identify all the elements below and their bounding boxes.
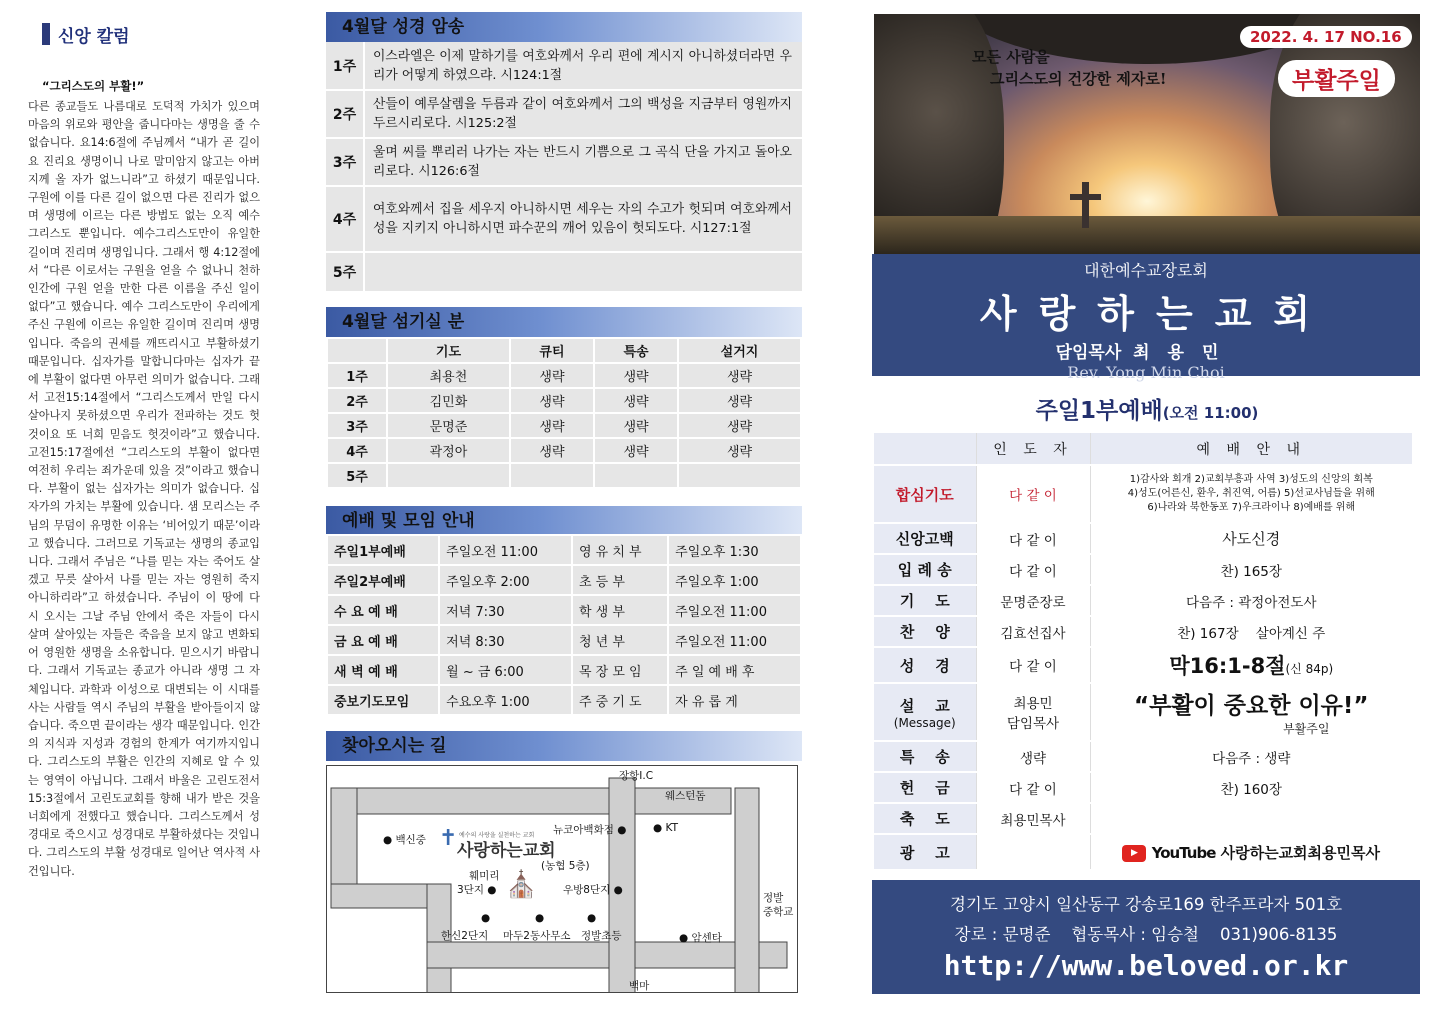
meeting-time: 주일오전 11:00 [439,535,572,565]
order-leader: 다 같 이 [976,465,1090,523]
meeting-name: 중보기도모임 [327,685,439,715]
order-item: 합심기도 [874,465,976,523]
slogan-line: 모든 사람을 [972,48,1050,66]
article-body: 다른 종교들도 나름대로 도덕적 가치가 있으며 마음의 위로와 평안을 줍니다마는 생명을 줄 수 없습니다. 요14:6절에 주님께서 “내가 곧 길이요 진리요 생명이니 나로 말미암지 않고는 아버지께 올 자가 없느니라”고 하셨기 때문입니다. 구원에 이를 다른 길이 없으면 다른 진리가 없으며 생명에 이르는 다른 방법도 없는 오직 예수 그리스도 뿐입니다. 예수그리스도만이 유일한 길이며 진리며 생명입니다. 그래서 행 4:12절에서 “다른 이로서는 구원을 얻을 수 없나니 천하 인간에 구원 얻을 만한 다른 이름을 주신 일이 없다”고 했습니다. 예수 그리스도만이 우리에게 주신 구원에 이르는 유일한 길이며 진리며 생명입니다. 죽음의 권세를 깨뜨리시고 부활하셨기 때문입니다. 십자가를 말합니다마는 십자가 끝에 부활이 없다면 아무런 의미가 없습니다. 그래서 고전15:14절에서 “그리스도께서 만일 다시 살아나지 못하셨으면 우리가 전파하는 것도 헛것이요 또 너희 믿음도 헛것이라”고 했습니다. 고전15:17절에선 “그리스도의 부활이 없다면 여전히 우리는 죄가운데 있을 것”이라고 했습니다. 부활이 없는 십자가는 의미가 없습니다. 십자가의 가치는 부활에 있습니다. 샘 모리스는 주님의 무덤이 유명한 이유는 ‘비어있기 때문’이라고 했습니다. 그러므로 기독교는 생명의 종교입니다. 그래서 주님은 “나를 믿는 자는 죽어도 살겠고 무릇 살아서 나를 믿는 자는 영원히 죽지 아니하리라”고 하셨습니다. 주님이 이 땅에 다시 오시는 그날 주님 안에서 죽은 자들이 다시 살며 살아있는 자들은 죽음을 보지 않고 변화되어 영원한 생명을 소유합니다. 믿으시기 바랍니다. 그래서 기독교는 종교가 아니라 생명 그 자체입니다. 과학과 이성으로 대변되는 이 시대를 사는 사람들 역시 주님의 부활을 받아들이지 않습니다. 죽으면 끝이라는 생각 때문입니다. 인간의 지식과 지성과 경험의 한계가 여기까지입니다. 그리스도의 부활은 인간의 지혜로 알 수 있는 영역이 아닙니다. 그래서 바울은 고린도전서 15:3절에서 고린도교회를 향해 내가 받은 것을 너희에게 전했다고 했습니다. 그리스도께서 성경대로 죽으시고 성경대로 부활하셨다는 것입니다. 그리스도의 부활 성경대로 일어난 역사적 사건입니다. [28,100,260,878]
church-website-link[interactable]: http://www.beloved.or.kr [943,949,1349,982]
slogan-line: 그리스도의 건강한 제자로! [990,70,1167,88]
church-contact: 장로 : 문명준 협동목사 : 임승철 031)906-8135 [954,925,1338,944]
denomination: 대한예수교장로회 [1084,261,1208,280]
church-address: 경기도 고양시 일산동구 강송로169 한주프라자 501호 [949,895,1343,914]
meeting-name: 학 생 부 [572,595,668,625]
map-label: 3단지 ● [457,884,497,896]
table-cell: 생략 [510,388,594,413]
table-cell [510,463,594,488]
column-marker-icon [42,23,50,45]
memory-verse-title: 4월달 성경 암송 [342,17,465,37]
table-row [327,565,801,595]
youtube-brand: YouTube [1151,843,1216,862]
order-item: 찬 양 [874,616,976,647]
week-label: 1주 [326,42,364,90]
table-cell: 생략 [510,413,594,438]
table-row [874,741,1412,772]
week-label: 4주 [327,438,387,463]
table-row [327,463,801,488]
table-row [327,655,801,685]
map-pin-icon: ● [481,912,491,924]
week-label: 1주 [327,363,387,388]
table-row [874,647,1412,683]
table-row [327,388,801,413]
meeting-name: 초 등 부 [572,565,668,595]
column-header [42,20,260,48]
week-label: 2주 [326,90,364,138]
table-cell: 생략 [594,388,678,413]
table-cell: 생략 [678,388,801,413]
prayer-topics: 1)감사와 회개 2)교회부흥과 사역 3)성도의 신앙의 회복 4)성도(어른신, 환우, 취진역, 어름) 5)선교사님들을 위해 6)나라와 북한동포 7)우크라이나 8)예배를 위해 [1090,465,1412,523]
road-bottom [427,942,787,968]
table-row [327,685,801,715]
meeting-name: 새 벽 예 배 [327,655,439,685]
table-cell [678,463,801,488]
table-row [874,772,1412,803]
verse-text [364,252,802,292]
map-roads [327,766,798,993]
meeting-time: 주일오전 11:00 [668,595,801,625]
map-label: 우방8단지 ● [563,884,623,896]
table-cell [387,463,510,488]
memory-verse-header [326,12,802,42]
meeting-time: 주 일 예 배 후 [668,655,801,685]
meeting-time: 주일오후 1:30 [668,535,801,565]
order-leader: 문명준장로 [976,585,1090,616]
church-name: 사랑하는교회 [979,292,1333,336]
meeting-name: 청 년 부 [572,625,668,655]
verse-text: 이스라엘은 이제 말하기를 여호와께서 우리 편에 계시지 아니하셨더라면 우리가 어떻게 하였으랴. 시124:1절 [364,42,802,90]
serve-col-qt: 큐티 [510,338,594,363]
serve-table [326,337,802,489]
order-item: 특 송 [874,741,976,772]
issue-date: 2022. 4. 17 NO.16 [1240,26,1412,48]
order-content: 찬) 160장 [1090,772,1412,803]
table-cell: 생략 [594,413,678,438]
table-row [327,363,801,388]
order-item-sub: (Message) [893,715,956,730]
order-content: 찬) 167장 살아계신 주 [1090,616,1412,647]
table-row [327,595,801,625]
map-label: 중학교 [763,906,794,918]
service-order-table [874,433,1412,871]
table-row [874,523,1412,554]
table-row [326,42,802,90]
order-item: 기 도 [874,585,976,616]
week-label: 5주 [326,252,364,292]
table-row [327,535,801,565]
meeting-time: 자 유 롭 게 [668,685,801,715]
table-header-row [874,433,1412,465]
table-row [327,413,801,438]
service-name: 주일1부예배 [1035,398,1163,424]
meetings-table [326,534,802,716]
table-row [874,683,1412,741]
order-leader: 다 같 이 [976,554,1090,585]
table-row [874,465,1412,523]
order-leader: 최용민목사 [976,803,1090,834]
sermon-sub: 부활주일 [1283,722,1330,736]
meeting-name: 주 중 기 도 [572,685,668,715]
order-content: 찬) 165장 [1090,554,1412,585]
order-item: 광 고 [874,834,976,870]
map-label: 한신2단지 [441,930,489,942]
meeting-time: 월 ~ 금 6:00 [439,655,572,685]
map-label: 정발초등 [581,930,622,942]
table-row [874,585,1412,616]
map-label: ● KT [653,822,678,834]
youtube-icon: ▶ [1122,845,1146,862]
leader-header: 인 도 자 [976,433,1090,465]
table-cell: 곽정아 [387,438,510,463]
week-label: 3주 [326,138,364,186]
column-title: 신앙 칼럼 [58,26,130,47]
scripture-page: (신 84p) [1285,662,1334,676]
verse-text: 울며 씨를 뿌리러 나가는 자는 반드시 기쁨으로 그 곡식 단을 가지고 돌아오리로다. 시126:6절 [364,138,802,186]
order-leader-sub: 담임목사 [1006,716,1060,732]
church-map-logo-icon: ✝ [439,826,458,851]
table-cell: 생략 [594,363,678,388]
meetings-title: 예배 및 모임 안내 [342,511,475,531]
church-map-caption: 예수의 사랑을 실천하는 교회 [459,832,535,839]
table-row [326,138,802,186]
map-label: 마두2동사무소 [503,930,571,942]
faith-column [28,20,260,995]
serve-col-prayer: 기도 [387,338,510,363]
verse-text: 여호와께서 집을 세우지 아니하시면 세우는 자의 수고가 헛되며 여호와께서 성을 지키지 아니하시면 파수꾼의 깨어 있음이 헛되도다. 시127:1절 [364,186,802,252]
article-title: “그리스도의 부활!” [42,79,145,93]
church-footer [872,880,1420,994]
meeting-time: 수요오후 1:00 [439,685,572,715]
serve-header [326,307,802,337]
table-row [874,803,1412,834]
week-label: 2주 [327,388,387,413]
table-row [326,186,802,252]
table-row [327,438,801,463]
order-content: 사도신경 [1090,523,1412,554]
table-row [327,625,801,655]
map-label: 정발 [763,892,784,904]
table-header-blank [874,433,976,465]
pastor-label: 담임목사 [1055,343,1122,363]
week-label: 3주 [327,413,387,438]
ground [874,216,1420,254]
table-row [874,616,1412,647]
map-label: 뉴코아백화점 ● [553,824,627,836]
table-cell: 생략 [510,363,594,388]
table-cell: 생략 [678,413,801,438]
verse-text: 산들이 예루살렘을 두름과 같이 여호와께서 그의 백성을 지금부터 영원까지 두르시리로다. 시125:2절 [364,90,802,138]
meeting-time: 주일오후 2:00 [439,565,572,595]
church-map-name: 사랑하는교회 [457,841,556,861]
youtube-link[interactable] [1090,834,1412,870]
order-leader-cell [976,683,1090,741]
directions-header [326,731,802,761]
road-right [735,788,759,993]
slogan [972,46,1166,90]
directions-title: 찾아오시는 길 [342,736,447,756]
map-label: 장항I.C [619,770,654,782]
map-pin-icon: ● [535,912,545,924]
meeting-time: 저녁 7:30 [439,595,572,625]
table-row [874,834,1412,870]
table-cell: 최용천 [387,363,510,388]
table-cell: 생략 [510,438,594,463]
meetings-header [326,506,802,536]
scripture-cell [1090,647,1412,683]
location-map [326,765,798,993]
table-cell: 김민화 [387,388,510,413]
serve-col-week [327,338,387,363]
order-content [1090,803,1412,834]
church-banner [872,254,1420,382]
order-leader: 생략 [976,741,1090,772]
meeting-time: 주일오전 11:00 [668,625,801,655]
meeting-name: 수 요 예 배 [327,595,439,625]
table-cell: 생략 [678,438,801,463]
order-item: 성 경 [874,647,976,683]
map-label: 웨스턴돔 [665,790,706,802]
table-cell [594,463,678,488]
meeting-name: 목 장 모 임 [572,655,668,685]
order-leader: 김효선집사 [976,616,1090,647]
youtube-channel: 사랑하는교회최용민목사 [1220,843,1381,862]
pastor-name: 최용민 [1133,343,1237,363]
table-cell: 생략 [594,438,678,463]
cross-icon [1070,194,1101,200]
week-label: 5주 [327,463,387,488]
serve-title: 4월달 섬기실 분 [342,312,465,332]
meeting-time: 저녁 8:30 [439,625,572,655]
order-item: 헌 금 [874,772,976,803]
table-row [326,252,802,292]
church-building-icon: ⛪ [505,870,538,900]
order-item: 신앙고백 [874,523,976,554]
map-label: (농협 5층) [541,860,590,872]
meeting-name: 금 요 예 배 [327,625,439,655]
table-header-row [327,338,801,363]
service-title [874,392,1420,425]
easter-badge: 부활주일 [1278,60,1395,97]
order-leader: 다 같 이 [976,647,1090,683]
order-leader: 최용민 [1013,696,1053,712]
table-cell: 문명준 [387,413,510,438]
order-leader: 다 같 이 [976,523,1090,554]
serve-col-dishes: 설거지 [678,338,801,363]
order-item: 축 도 [874,803,976,834]
pastor-english-name: Rev. Yong Min Choi [1067,363,1225,382]
table-row [326,90,802,138]
order-content: 다음주 : 곽정아전도사 [1090,585,1412,616]
meeting-time: 주일오후 1:00 [668,565,801,595]
content-header: 예 배 안 내 [1090,433,1412,465]
easter-hero-image [874,14,1420,254]
sermon-cell [1090,683,1412,741]
order-item: 설 교 [899,696,950,715]
map-pin-icon: ● [587,912,597,924]
week-label: 4주 [326,186,364,252]
meeting-name: 영 유 치 부 [572,535,668,565]
order-leader: 다 같 이 [976,772,1090,803]
serve-col-special-song: 특송 [594,338,678,363]
memory-verse-table [326,42,802,293]
map-label: ● 백신중 [383,834,426,846]
sermon-title: “부활이 중요한 이유!” [1134,693,1369,719]
cross-icon [1082,182,1089,228]
service-time: (오전 11:00) [1162,404,1259,422]
order-content: 다음주 : 생략 [1090,741,1412,772]
scripture-reference: 막16:1-8절 [1169,654,1286,678]
map-label: 백마 [629,980,650,992]
table-cell: 생략 [678,363,801,388]
map-label: 훼미리 [469,870,500,882]
order-item-cell [874,683,976,741]
order-item: 입 례 송 [874,554,976,585]
meeting-name: 주일2부예배 [327,565,439,595]
meeting-name: 주일1부예배 [327,535,439,565]
pastor-line [872,338,1420,363]
order-leader [976,834,1090,870]
table-row [874,554,1412,585]
map-label: ● 암센타 [679,932,722,944]
